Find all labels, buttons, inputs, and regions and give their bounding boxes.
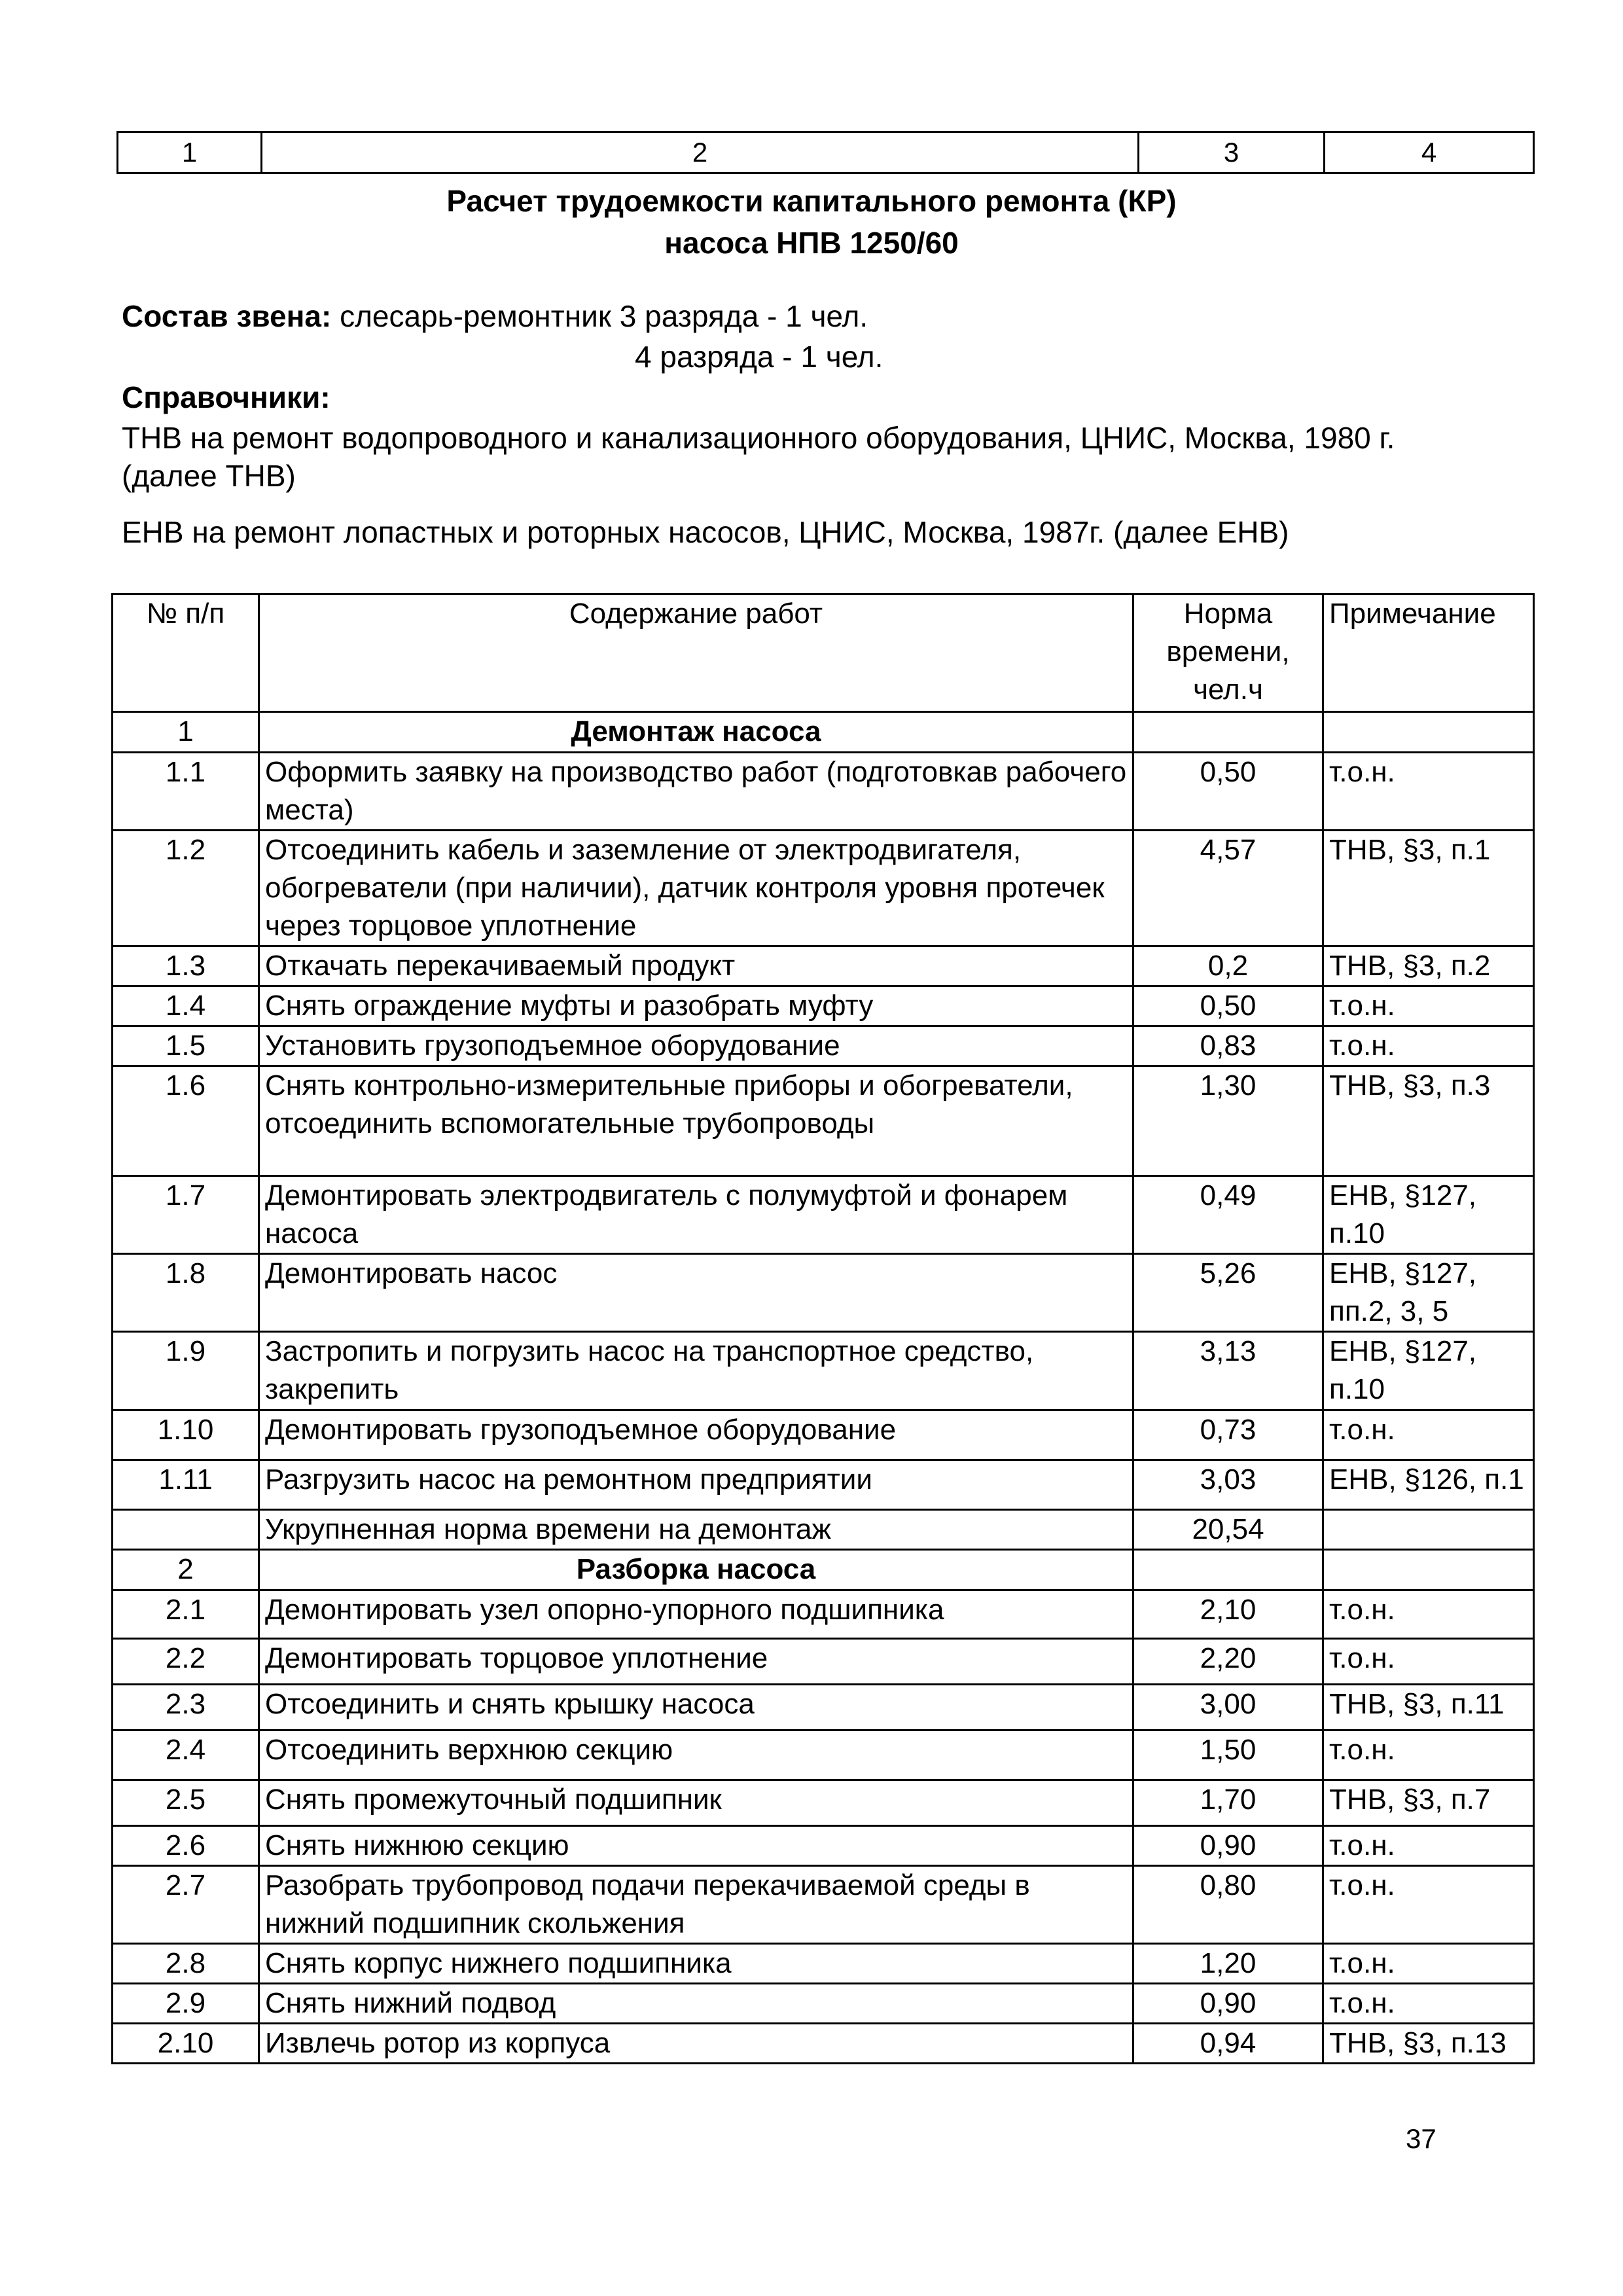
row-num: 2.8 bbox=[113, 1944, 259, 1984]
row-num: 2.9 bbox=[113, 1984, 259, 2024]
row-norm: 0,83 bbox=[1133, 1026, 1323, 1066]
row-work: Демонтировать узел опорно-упорного подшипника bbox=[259, 1590, 1133, 1639]
labor-intensity-table bbox=[111, 593, 1535, 2064]
row-note: т.о.н. bbox=[1323, 1944, 1534, 1984]
table-row bbox=[113, 1826, 1534, 1866]
header-norm: Норма времени, чел.ч bbox=[1133, 594, 1323, 712]
table-row bbox=[113, 1332, 1534, 1410]
row-note: ТНВ, §3, п.1 bbox=[1323, 831, 1534, 946]
table-row bbox=[113, 1460, 1534, 1510]
row-work: Снять контрольно-измерительные приборы и обогреватели, отсоединить вспомогательные трубопроводы bbox=[259, 1066, 1133, 1176]
table-row bbox=[113, 2024, 1534, 2064]
document-subtitle: насоса НПВ 1250/60 bbox=[664, 226, 959, 260]
row-note: т.о.н. bbox=[1323, 1731, 1534, 1780]
column-number-4: 4 bbox=[1325, 132, 1534, 173]
row-num: 1.2 bbox=[113, 831, 259, 946]
row-note: т.о.н. bbox=[1323, 1984, 1534, 2024]
row-note: т.о.н. bbox=[1323, 1826, 1534, 1866]
table-row bbox=[113, 1639, 1534, 1685]
row-norm: 3,00 bbox=[1133, 1685, 1323, 1731]
reference-enb: ЕНВ на ремонт лопастных и роторных насосов, ЦНИС, Москва, 1987г. (далее ЕНВ) bbox=[122, 515, 1289, 549]
references-label: Справочники: bbox=[122, 380, 330, 414]
row-work: Застропить и погрузить насос на транспортное средство, закрепить bbox=[259, 1332, 1133, 1410]
crew-label: Состав звена: bbox=[122, 299, 332, 333]
row-note: ТНВ, §3, п.11 bbox=[1323, 1685, 1534, 1731]
row-note: т.о.н. bbox=[1323, 753, 1534, 831]
table-row bbox=[113, 1410, 1534, 1460]
row-work: Отсоединить кабель и заземление от электродвигателя, обогреватели (при наличии), датчик контроля уровня протечек через торцовое уплотнение bbox=[259, 831, 1133, 946]
row-work: Снять ограждение муфты и разобрать муфту bbox=[259, 986, 1133, 1026]
row-norm: 1,70 bbox=[1133, 1780, 1323, 1826]
column-number-2: 2 bbox=[262, 132, 1139, 173]
row-norm: 1,50 bbox=[1133, 1731, 1323, 1780]
row-norm: 3,03 bbox=[1133, 1460, 1323, 1510]
table-row bbox=[113, 946, 1534, 986]
row-norm: 4,57 bbox=[1133, 831, 1323, 946]
row-num: 1.10 bbox=[113, 1410, 259, 1460]
table-row bbox=[113, 1590, 1534, 1639]
row-note: т.о.н. bbox=[1323, 1590, 1534, 1639]
column-number-1: 1 bbox=[118, 132, 262, 173]
page-number: 37 bbox=[1406, 2123, 1436, 2154]
row-norm: 0,90 bbox=[1133, 1826, 1323, 1866]
row-num: 1.5 bbox=[113, 1026, 259, 1066]
row-work: Демонтировать торцовое уплотнение bbox=[259, 1639, 1133, 1685]
table-header-row bbox=[113, 594, 1534, 712]
row-num: 2.10 bbox=[113, 2024, 259, 2064]
row-norm: 2,20 bbox=[1133, 1639, 1323, 1685]
row-work: Отсоединить верхнюю секцию bbox=[259, 1731, 1133, 1780]
crew-line-2: 4 разряда - 1 чел. bbox=[635, 340, 883, 374]
crew-line-1: слесарь-ремонтник 3 разряда - 1 чел. bbox=[340, 299, 868, 333]
row-note: т.о.н. bbox=[1323, 1866, 1534, 1944]
section-row bbox=[113, 1550, 1534, 1590]
row-norm: 0,2 bbox=[1133, 946, 1323, 986]
row-num: 2.2 bbox=[113, 1639, 259, 1685]
row-work: Снять нижний подвод bbox=[259, 1984, 1133, 2024]
header-num: № п/п bbox=[113, 594, 259, 712]
row-note: т.о.н. bbox=[1323, 1026, 1534, 1066]
row-num: 1.4 bbox=[113, 986, 259, 1026]
table-row bbox=[113, 986, 1534, 1026]
row-num: 1.7 bbox=[113, 1176, 259, 1254]
row-work: Снять нижнюю секцию bbox=[259, 1826, 1133, 1866]
total-row bbox=[113, 1510, 1534, 1550]
table-row bbox=[113, 831, 1534, 946]
table-row bbox=[113, 1731, 1534, 1780]
row-work: Извлечь ротор из корпуса bbox=[259, 2024, 1133, 2064]
row-norm: 2,10 bbox=[1133, 1590, 1323, 1639]
table-row bbox=[113, 1066, 1534, 1176]
row-norm: 1,20 bbox=[1133, 1944, 1323, 1984]
table-row bbox=[113, 1685, 1534, 1731]
table-row bbox=[113, 1026, 1534, 1066]
row-work: Отсоединить и снять крышку насоса bbox=[259, 1685, 1133, 1731]
row-work: Демонтировать насос bbox=[259, 1254, 1133, 1332]
table-row bbox=[113, 1254, 1534, 1332]
column-number-3: 3 bbox=[1139, 132, 1325, 173]
row-note: ТНВ, §3, п.7 bbox=[1323, 1780, 1534, 1826]
row-work: Откачать перекачиваемый продукт bbox=[259, 946, 1133, 986]
row-norm: 0,90 bbox=[1133, 1984, 1323, 2024]
row-note: т.о.н. bbox=[1323, 1410, 1534, 1460]
row-num: 1.9 bbox=[113, 1332, 259, 1410]
section-title: Разборка насоса bbox=[259, 1550, 1133, 1590]
row-work: Оформить заявку на производство работ (подготовкав рабочего места) bbox=[259, 753, 1133, 831]
row-num: 1.8 bbox=[113, 1254, 259, 1332]
table-row bbox=[113, 1944, 1534, 1984]
row-note: ТНВ, §3, п.2 bbox=[1323, 946, 1534, 986]
row-work: Демонтировать электродвигатель с полумуфтой и фонарем насоса bbox=[259, 1176, 1133, 1254]
row-work: Установить грузоподъемное оборудование bbox=[259, 1026, 1133, 1066]
row-work: Разгрузить насос на ремонтном предприятии bbox=[259, 1460, 1133, 1510]
row-num: 2.5 bbox=[113, 1780, 259, 1826]
table-row bbox=[113, 1984, 1534, 2024]
table-row bbox=[113, 1866, 1534, 1944]
row-num: 2.6 bbox=[113, 1826, 259, 1866]
row-norm: 0,50 bbox=[1133, 753, 1323, 831]
row-work: Разобрать трубопровод подачи перекачиваемой среды в нижний подшипник скольжения bbox=[259, 1866, 1133, 1944]
row-norm: 0,94 bbox=[1133, 2024, 1323, 2064]
row-work: Снять промежуточный подшипник bbox=[259, 1780, 1133, 1826]
reference-thn: ТНВ на ремонт водопроводного и канализационного оборудования, ЦНИС, Москва, 1980 г. bbox=[122, 421, 1395, 455]
row-num: 2.7 bbox=[113, 1866, 259, 1944]
row-note: ЕНВ, §127, п.10 bbox=[1323, 1176, 1534, 1254]
total-label: Укрупненная норма времени на демонтаж bbox=[259, 1510, 1133, 1550]
row-norm: 1,30 bbox=[1133, 1066, 1323, 1176]
row-num: 2.4 bbox=[113, 1731, 259, 1780]
header-note: Примечание bbox=[1323, 594, 1534, 712]
row-note: ТНВ, §3, п.13 bbox=[1323, 2024, 1534, 2064]
row-num: 2.1 bbox=[113, 1590, 259, 1639]
column-number-strip bbox=[116, 131, 1535, 174]
header-work: Содержание работ bbox=[259, 594, 1133, 712]
row-num: 2.3 bbox=[113, 1685, 259, 1731]
row-note: ТНВ, §3, п.3 bbox=[1323, 1066, 1534, 1176]
row-norm: 0,73 bbox=[1133, 1410, 1323, 1460]
document-title: Расчет трудоемкости капитального ремонта (КР) bbox=[446, 184, 1177, 218]
row-work: Снять корпус нижнего подшипника bbox=[259, 1944, 1133, 1984]
total-norm: 20,54 bbox=[1133, 1510, 1323, 1550]
section-row bbox=[113, 712, 1534, 753]
row-note: ЕНВ, §127, п.10 bbox=[1323, 1332, 1534, 1410]
row-norm: 5,26 bbox=[1133, 1254, 1323, 1332]
row-work: Демонтировать грузоподъемное оборудование bbox=[259, 1410, 1133, 1460]
row-num: 1.3 bbox=[113, 946, 259, 986]
row-note: т.о.н. bbox=[1323, 1639, 1534, 1685]
row-num: 1.6 bbox=[113, 1066, 259, 1176]
row-num: 1.11 bbox=[113, 1460, 259, 1510]
table-row bbox=[113, 753, 1534, 831]
table-row bbox=[113, 1176, 1534, 1254]
row-norm: 0,50 bbox=[1133, 986, 1323, 1026]
row-note: ЕНВ, §126, п.1 bbox=[1323, 1460, 1534, 1510]
row-norm: 0,49 bbox=[1133, 1176, 1323, 1254]
reference-thn-abbrev: (далее ТНВ) bbox=[122, 459, 296, 493]
crew-composition bbox=[122, 296, 868, 336]
section-title: Демонтаж насоса bbox=[259, 712, 1133, 753]
section-num: 1 bbox=[113, 712, 259, 753]
section-num: 2 bbox=[113, 1550, 259, 1590]
table-row bbox=[113, 1780, 1534, 1826]
row-num: 1.1 bbox=[113, 753, 259, 831]
row-note: ЕНВ, §127, пп.2, 3, 5 bbox=[1323, 1254, 1534, 1332]
row-note: т.о.н. bbox=[1323, 986, 1534, 1026]
row-norm: 0,80 bbox=[1133, 1866, 1323, 1944]
row-norm: 3,13 bbox=[1133, 1332, 1323, 1410]
